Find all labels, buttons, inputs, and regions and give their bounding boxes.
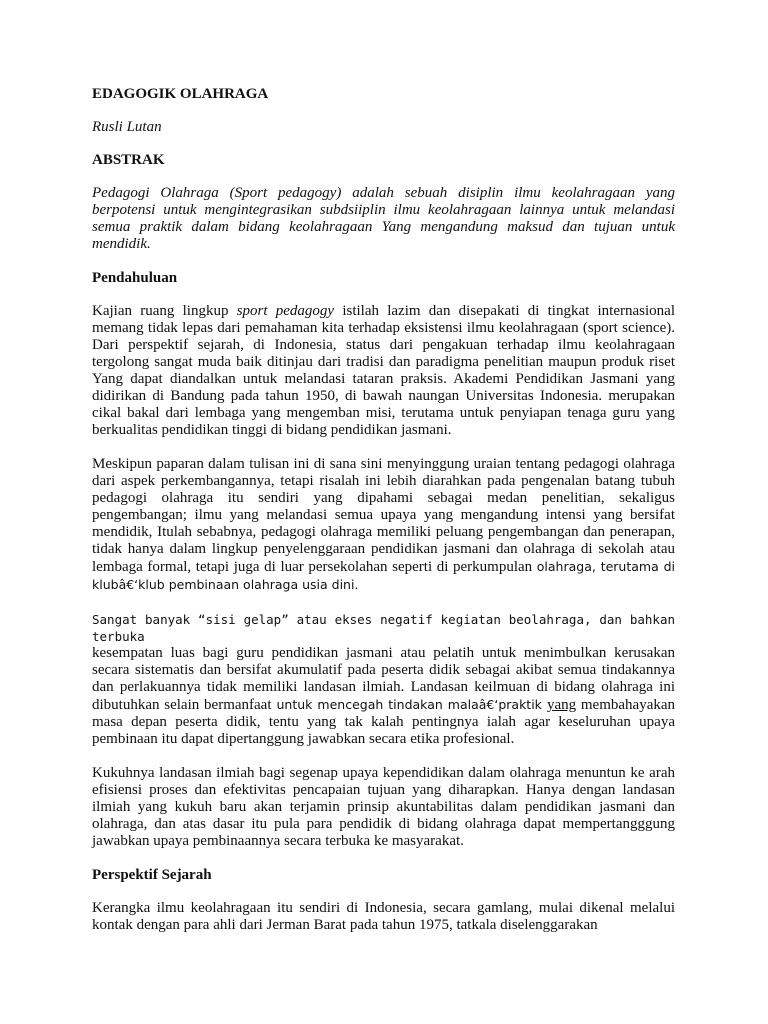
paragraph-3-text-e: membahayakan masa depan peserta didik, tentu yang tak kalah pentingnya ialah agar keseluruhan upaya pembinaan itu dapat dipertanggung jawabkan secara etika profesional.: [92, 697, 676, 747]
paragraph-2-text-a: Meskipun paparan dalam tulisan ini di sana sini menyinggung uraian tentang pedagogi olahraga dari aspek perkembangannya, tetapi risalah ini lebih diarahkan pada pengenalan batang tubuh pedagogi olahraga itu sendiri yang dipahami sebagai medan penelitian, sekaligus pengembangan; ilmu yang melandasi semua upaya yang mengandung intensi yang bersifat mendidik, Itulah sebabnya, pedagogi olahraga memiliki peluang pengembangan dan penerapan, tidak hanya dalam lingkup penyelenggaraan pendidikan jasmani dan olahraga di sekolah atau lembaga formal, tetapi juga di luar persekolahan seperti di perkumpulan: [92, 456, 675, 575]
paragraph-1-text-c: istilah lazim dan disepakati di tingkat internasional memang tidak lepas dari pemahaman kita terhadap eksistensi ilmu keolahragaan (sport science). Dari perspektif sejarah, di Indonesia, status dari pengakuan terhadap ilmu keolahragaan tergolong sangat muda baik ditinjau dari tradisi dan paradigma penelitian maupun produk riset Yang dapat diandalkan untuk melandasi tataran praksis. Akademi Pendidikan Jasmani yang didirikan di Bandung pada tahun 1950, di bawah naungan Universitas Indonesia. merupakan cikal bakal dari lembaga yang mengemban misi, terutama untuk penyiapan tenaga guru yang berkualitas pendidikan tinggi di bidang pendidikan jasmani.: [92, 303, 675, 438]
paragraph-3-text-c: untuk mencegah tindakan malaâ€‘praktik: [271, 697, 547, 712]
document-page: [92, 86, 675, 951]
paragraph-1-text-a: Kajian ruang lingkup: [92, 303, 237, 319]
abstract-paragraph: Pedagogi Olahraga (Sport pedagogy) adalah sebuah disiplin ilmu keolahragaan yang berpotensi untuk mengintegrasikan subdsiiplin ilmu keolahragaan lainnya untuk melandasi semua praktik dalam bidang keolahragaan Yang mengandung maksud dan tujuan untuk mendidik.: [92, 185, 675, 252]
section-heading-perspektif-sejarah: Perspektif Sejarah: [92, 867, 212, 883]
document-title: EDAGOGIK OLAHRAGA: [92, 86, 269, 102]
paragraph-3-underlined-word: yang: [546, 697, 577, 713]
author-name: Rusli Lutan: [92, 119, 162, 135]
abstract-heading: ABSTRAK: [92, 152, 165, 168]
paragraph-2-text-b: olahraga, terutama di klubâ€‘klub pembinaan olahraga usia dini.: [92, 559, 675, 592]
paragraph-3-text-a: Sangat banyak “sisi gelap” atau ekses negatif kegiatan beolahraga, dan bahkan terbuka: [92, 612, 675, 644]
paragraph-2: [92, 456, 675, 594]
paragraph-4: Kukuhnya landasan ilmiah bagi segenap upaya kependidikan dalam olahraga menuntun ke arah efisiensi proses dan efektivitas pencapaian tujuan yang diharapkan. Hanya dengan landasan ilmiah yang kukuh baru akan terjamin prinsip akuntabilitas dalam pendidikan jasmani dan olahraga, dan atas dasar itu pula para pendidik di bidang olahraga dapat mempertangggung jawabkan upaya pembinaannya secara terbuka ke masyarakat.: [92, 765, 675, 849]
paragraph-3-text-b: kesempatan luas bagi guru pendidikan jasmani atau pelatih untuk menimbulkan kerusakan secara sistematis dan bersifat akumulatif pada peserta didik sebagai akibat semua tindakannya dan perlakuannya tidak memiliki landasan ilmiah. Landasan keilmuan di bidang olahraga ini dibutuhkan selain bermanfaat: [92, 645, 675, 713]
section-heading-pendahuluan: Pendahuluan: [92, 270, 178, 286]
paragraph-1-italic-term: sport pedagogy: [236, 303, 335, 319]
paragraph-3: [92, 611, 675, 748]
paragraph-1: [92, 303, 675, 439]
paragraph-5: Kerangka ilmu keolahragaan itu sendiri di Indonesia, secara gamlang, mulai dikenal melalui kontak dengan para ahli dari Jerman Barat pada tahun 1975, tatkala diselenggarakan: [92, 900, 675, 933]
